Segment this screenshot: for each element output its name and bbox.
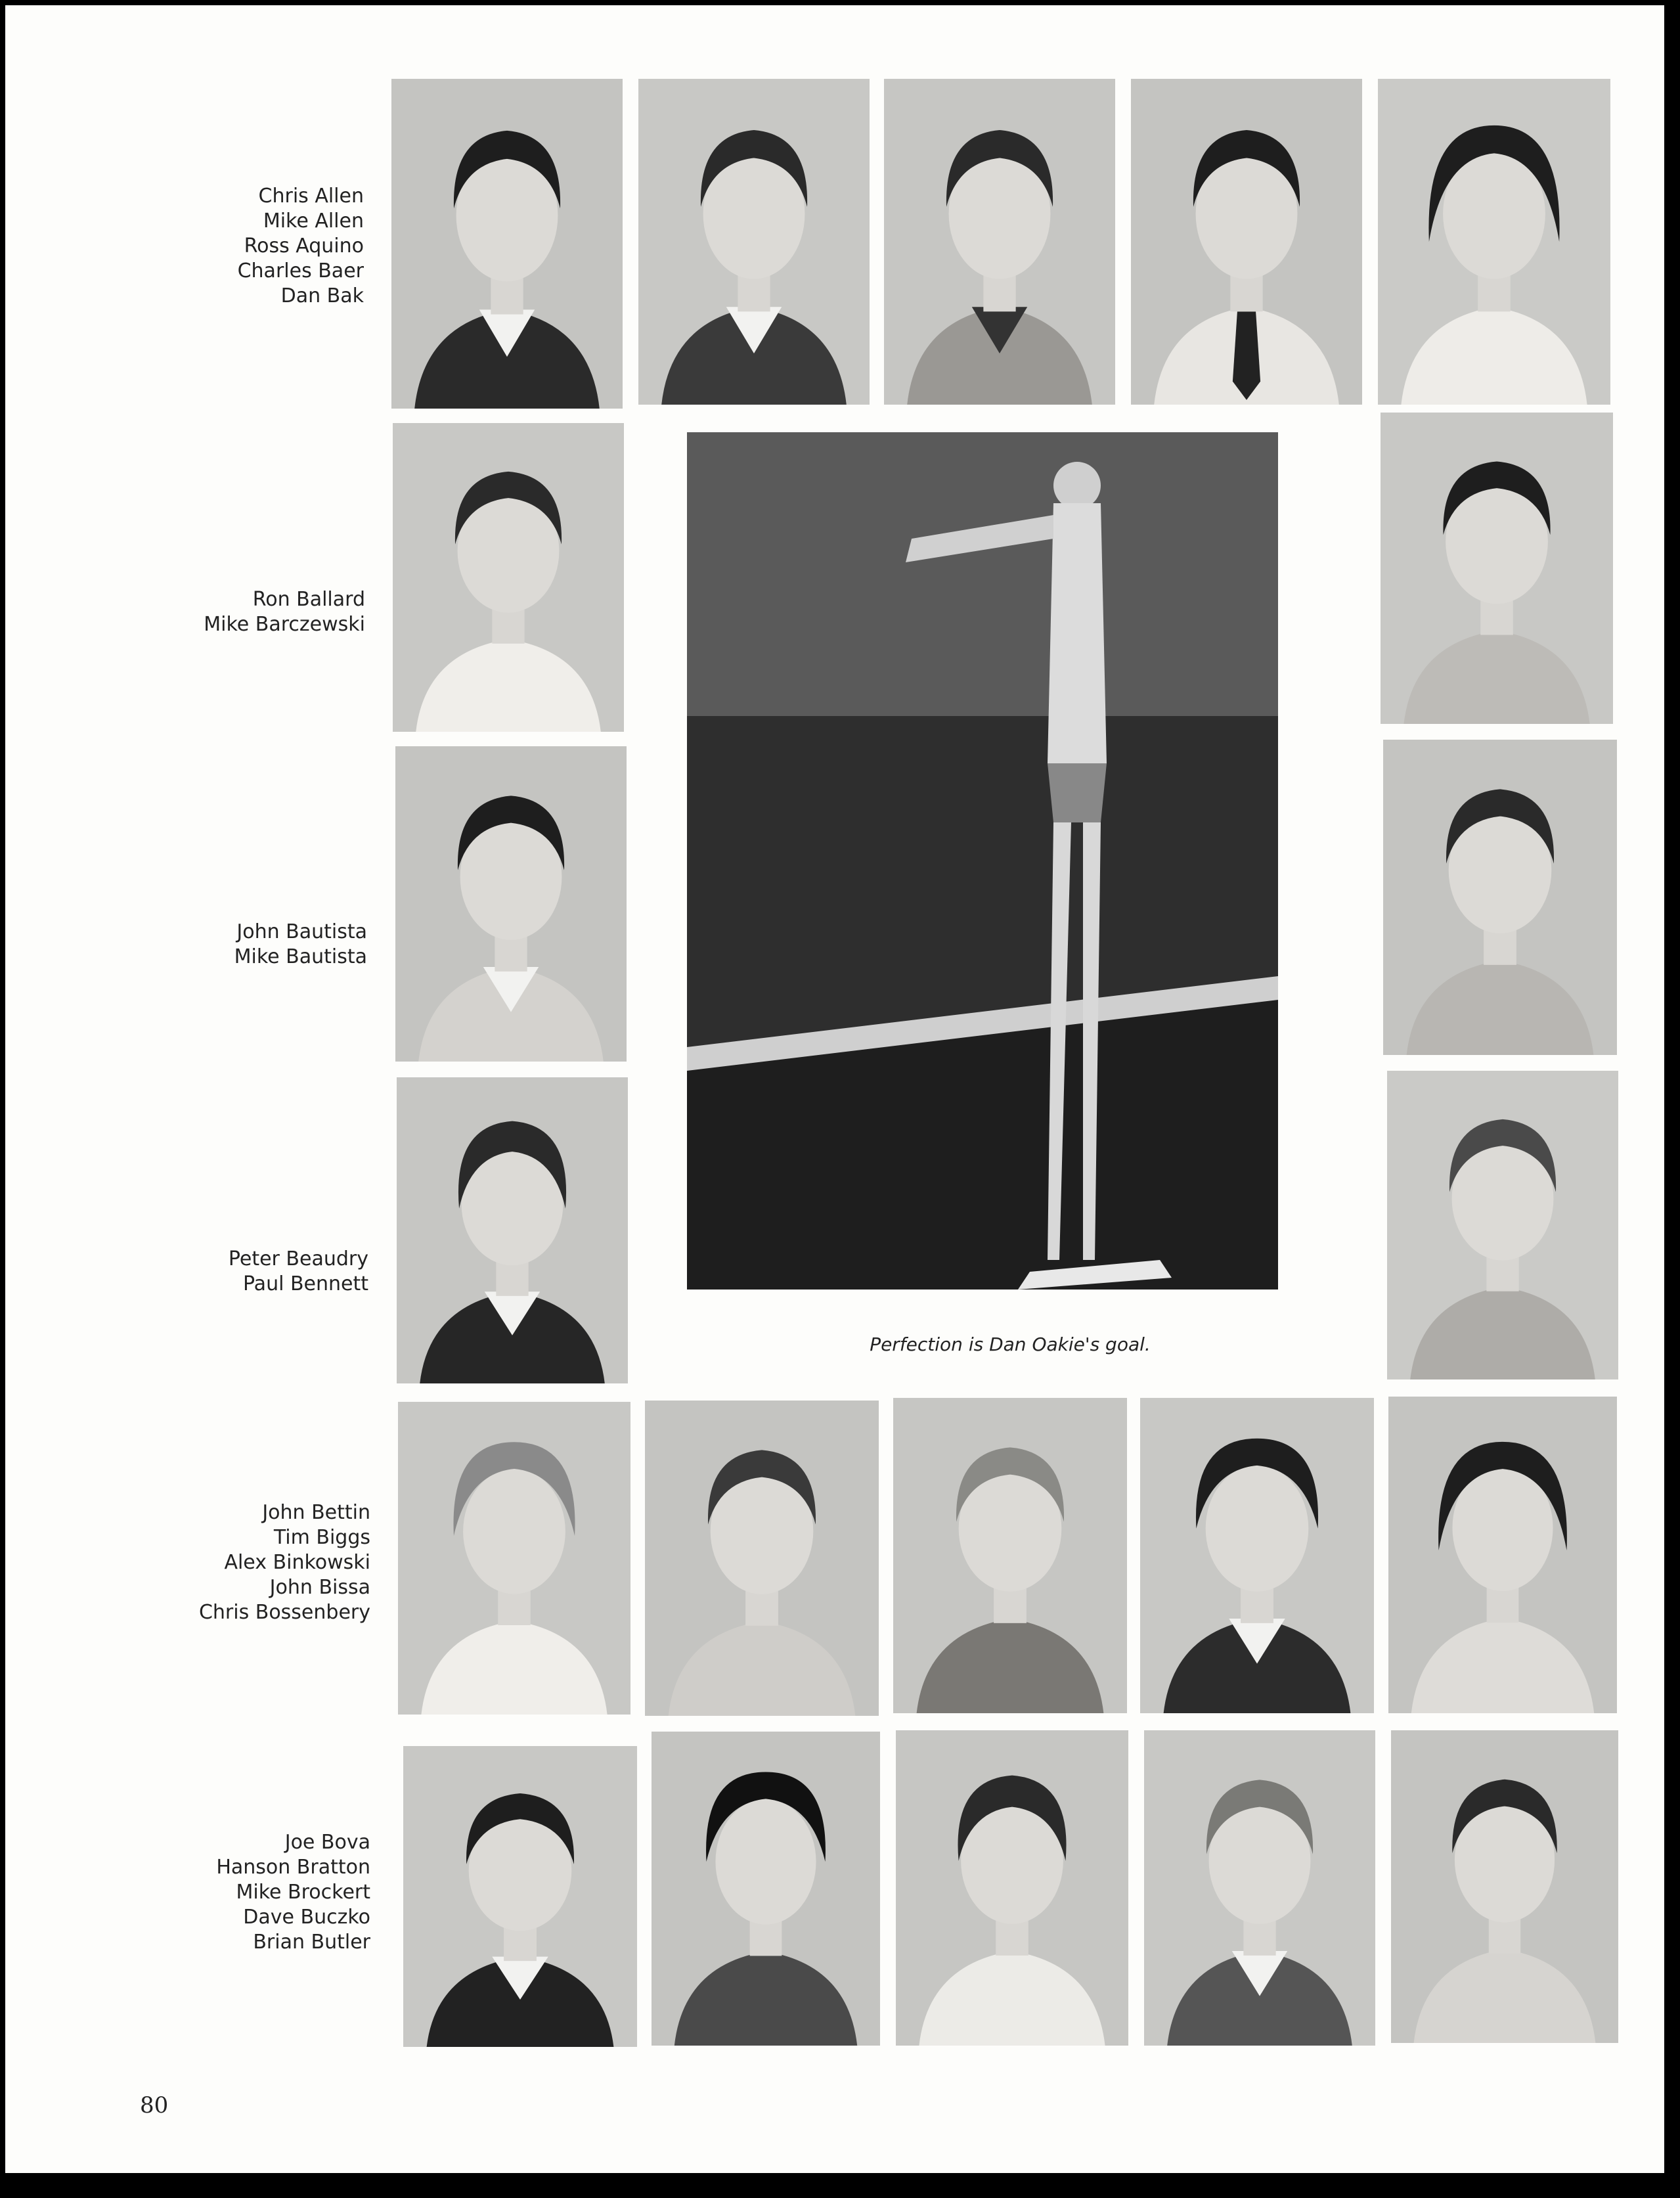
student-name: Alex Binkowski: [224, 1551, 370, 1574]
student-name: Ron Ballard: [252, 588, 365, 611]
page-number: 80: [140, 2092, 169, 2119]
student-name: Dan Bak: [280, 284, 364, 307]
student-name: Mike Barczewski: [204, 613, 365, 636]
photo-caption: Perfection is Dan Oakie's goal.: [870, 1334, 1151, 1355]
student-name: John Bissa: [269, 1576, 370, 1599]
student-portrait: [884, 79, 1115, 405]
student-portrait: [391, 79, 623, 409]
student-portrait: [896, 1730, 1128, 2046]
student-portrait: [638, 79, 870, 405]
student-name: Charles Baer: [237, 259, 364, 282]
student-portrait: [1391, 1730, 1618, 2043]
names-group-2: [204, 587, 365, 637]
yearbook-page: [5, 5, 1664, 2173]
student-portrait: [893, 1398, 1127, 1713]
student-portrait: [393, 423, 624, 732]
student-portrait: [1381, 413, 1613, 724]
names-group-5: [199, 1500, 370, 1625]
student-name: Mike Allen: [263, 210, 364, 233]
student-portrait: [1131, 79, 1362, 405]
student-name: John Bautista: [236, 920, 367, 943]
student-name: Joe Bova: [284, 1831, 370, 1854]
student-name: Ross Aquino: [244, 235, 364, 258]
student-portrait: [398, 1402, 630, 1715]
student-portrait: [1144, 1730, 1375, 2046]
student-name: John Bettin: [262, 1501, 370, 1524]
student-name: Hanson Bratton: [216, 1856, 370, 1879]
student-portrait: [652, 1732, 880, 2046]
student-name: Mike Brockert: [236, 1881, 370, 1904]
student-portrait: [397, 1077, 628, 1383]
student-portrait: [1388, 1397, 1617, 1713]
student-name: Paul Bennett: [242, 1272, 368, 1295]
student-name: Chris Bossenbery: [198, 1601, 370, 1624]
student-portrait: [403, 1746, 637, 2047]
student-portrait: [645, 1401, 879, 1716]
names-group-4: [229, 1247, 368, 1297]
student-name: Mike Bautista: [234, 945, 367, 968]
student-portrait: [1383, 740, 1617, 1055]
student-portrait: [395, 746, 627, 1062]
student-name: Chris Allen: [258, 185, 364, 208]
student-portrait: [1387, 1071, 1618, 1379]
names-group-6: [216, 1830, 370, 1955]
student-portrait: [1378, 79, 1610, 405]
feature-photo: [687, 432, 1278, 1290]
student-name: Tim Biggs: [273, 1526, 370, 1549]
names-group-1: [238, 184, 364, 309]
student-portrait: [1140, 1398, 1374, 1713]
student-name: Dave Buczko: [243, 1906, 370, 1929]
student-name: Brian Butler: [253, 1931, 370, 1954]
names-group-3: [234, 920, 367, 970]
student-name: Peter Beaudry: [228, 1247, 368, 1270]
